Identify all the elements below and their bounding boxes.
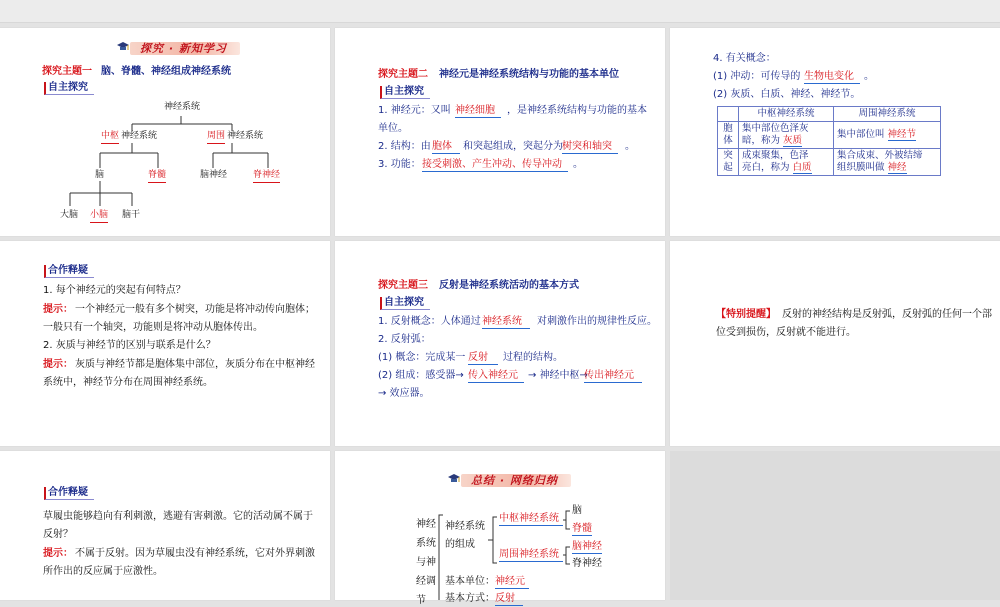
table-row-label-process: 突起 — [718, 149, 739, 176]
section-tag: 自主探究 — [380, 297, 430, 310]
answer-line-1: 不属于反射。因为草履虫没有神经系统，它对外界刺激 — [75, 548, 315, 559]
blank-reflex: 反射 — [495, 592, 523, 606]
tree-cerebrum: 大脑 — [60, 210, 79, 220]
table-row-label-body: 胞体 — [718, 122, 739, 149]
blank-reflex: 反射 — [468, 351, 498, 365]
line2-end: 。 — [625, 141, 635, 152]
slide-thumbnail-3[interactable] — [670, 28, 1000, 236]
arc-concept-suffix: 过程的结构。 — [503, 352, 563, 363]
topic-label: 探究主题二 — [378, 69, 428, 80]
topic-text: 反射是神经系统活动的基本方式 — [439, 280, 579, 291]
reminder-text-2: 位受到损伤，反射就不能进行。 — [716, 327, 856, 338]
arc-parts-prefix: (2) 组成：感受器→ — [378, 370, 464, 381]
mindmap-leaf-brain: 脑 — [572, 505, 582, 516]
section-tag: 合作释疑 — [44, 265, 94, 278]
table-cell: 集中部位叫 神经节 — [834, 122, 941, 149]
blank-afferent-neuron: 传入神经元 — [468, 369, 524, 383]
tree-blank-peripheral: 周围 — [207, 130, 225, 144]
question-2: 2. 灰质与神经节的区别与联系是什么？ — [43, 340, 216, 351]
mindmap-branch-composition-2: 的组成 — [445, 539, 475, 550]
blank-bioelectric: 生物电变化 — [804, 70, 860, 84]
line1-prefix: 1. 神经元：又叫 — [378, 105, 451, 116]
hint-label: 提示： — [43, 548, 73, 559]
nervous-system-tree-lines — [0, 28, 330, 236]
tree-peripheral-text: 神经系统 — [227, 131, 264, 141]
table-cell: 集中部位色泽灰 暗，称为 灰质 — [739, 122, 834, 149]
impulse-end: 。 — [864, 71, 874, 82]
blank-grey-matter: 灰质 — [783, 135, 803, 146]
line1-suffix: ，是神经系统结构与功能的基本 — [507, 105, 647, 116]
banner-title: 总结 · 网络归纳 — [471, 474, 558, 487]
mindmap-root-2: 系统 — [416, 538, 436, 549]
tree-brainstem: 脑干 — [122, 210, 141, 220]
empty-grid-cell — [670, 451, 1000, 600]
blank-dendrite-axon: 树突和轴突 — [562, 140, 618, 154]
section-tag: 自主探究 — [380, 86, 430, 99]
concept-table — [717, 106, 941, 176]
answer-1a: 一个神经元一般有多个树突，功能是将冲动传向胞体； — [75, 304, 315, 315]
table-header-peripheral: 周围神经系统 — [834, 107, 941, 122]
mindmap-leaf-spinal-nerve: 脊神经 — [572, 558, 602, 569]
blank-cranial-nerve: 脑神经 — [572, 541, 602, 552]
answer-line-2: 所作出的反应属于应激性。 — [43, 566, 163, 577]
table-cell: 成束聚集，色泽 亮白，称为 白质 — [739, 149, 834, 176]
blank-nervous-system: 神经系统 — [482, 315, 530, 329]
blank-efferent-neuron: 传出神经元 — [584, 369, 642, 383]
blank-cell-body: 胞体 — [432, 140, 460, 154]
reflex-concept-prefix: 1. 反射概念：人体通过 — [378, 316, 481, 327]
slide-thumbnail-6[interactable] — [670, 241, 1000, 446]
impulse-prefix: (1) 冲动：可传导的 — [713, 71, 801, 82]
matter-line: (2) 灰质、白质、神经、神经节。 — [713, 89, 861, 100]
slide-thumbnail-5[interactable] — [335, 241, 665, 446]
answer-1b: 一般只有一个轴突，功能则是将冲动从胞体传出。 — [43, 322, 263, 333]
section-tag: 合作释疑 — [44, 487, 94, 500]
slide-thumbnail-7[interactable] — [0, 451, 330, 600]
tree-blank-central: 中枢 — [101, 130, 119, 144]
slide-thumbnail-2[interactable] — [335, 28, 665, 236]
question-1: 1. 每个神经元的突起有何特点？ — [43, 285, 186, 296]
blank-function: 接受刺激、产生冲动、传导冲动 — [422, 158, 568, 172]
topic-text: 神经元是神经系统结构与功能的基本单位 — [439, 69, 619, 80]
blank-white-matter: 白质 — [792, 162, 812, 173]
table-header-central: 中枢神经系统 — [739, 107, 834, 122]
answer-2a: 灰质与神经节都是胞体集中部位，灰质分布在中枢神经 — [75, 359, 315, 370]
mindmap-basic-unit: 基本单位： — [445, 576, 495, 587]
tree-central-text: 神经系统 — [121, 131, 158, 141]
mindmap-basic-mode: 基本方式： — [445, 593, 495, 604]
arc-parts-mid: → 神经中枢→ — [528, 370, 588, 381]
top-toolbar — [0, 0, 1000, 23]
topic-label: 探究主题三 — [378, 280, 428, 291]
tree-blank-spinal-nerve: 脊神经 — [253, 169, 280, 183]
tree-cranial-nerve: 脑神经 — [200, 170, 228, 180]
topic-label: 探究主题一 — [42, 66, 92, 77]
tree-blank-spinal-cord: 脊髓 — [148, 169, 166, 183]
blank-central-ns: 中枢神经系统 — [499, 512, 563, 526]
tree-brain: 脑 — [95, 170, 105, 180]
table-cell: 集合成束、外被结缔 组织膜叫做 神经 — [834, 149, 941, 176]
line3-prefix: 3. 功能： — [378, 159, 421, 170]
reflex-arc-title: 2. 反射弧： — [378, 334, 431, 345]
tree-blank-cerebellum: 小脑 — [90, 209, 108, 223]
blank-ganglion: 神经节 — [887, 129, 917, 140]
topic-text: 脑、脊髓、神经组成神经系统 — [101, 66, 231, 77]
special-reminder-label: 【特别提醒】 — [716, 309, 776, 320]
blank-spinal-cord: 脊髓 — [572, 523, 592, 534]
answer-2b: 系统中，神经节分布在周围神经系统。 — [43, 377, 213, 388]
blank-peripheral-ns: 周围神经系统 — [499, 548, 563, 562]
line2-prefix: 2. 结构：由 — [378, 141, 431, 152]
mindmap-root-4: 经调 — [416, 576, 436, 587]
concepts-title: 4. 有关概念： — [713, 53, 776, 64]
slide-thumbnail-1[interactable] — [0, 28, 330, 236]
slide-thumbnail-4[interactable] — [0, 241, 330, 446]
blank-neuron: 神经元 — [495, 575, 529, 589]
hint-label: 提示： — [43, 304, 73, 315]
question-line-2: 反射？ — [43, 529, 73, 540]
blank-neuron-cell: 神经细胞 — [455, 104, 501, 118]
line2-mid: 和突起组成，突起分为 — [463, 141, 563, 152]
section-tag: 自主探究 — [44, 82, 94, 95]
reminder-text-1: 反射的神经结构是反射弧，反射弧的任何一个部 — [782, 309, 992, 320]
slide-thumbnail-8[interactable] — [335, 451, 665, 606]
hint-label: 提示： — [43, 359, 73, 370]
mindmap-root-3: 与神 — [416, 557, 436, 568]
line1-cont: 单位。 — [378, 123, 408, 134]
blank-nerve: 神经 — [887, 162, 907, 173]
tree-root: 神经系统 — [164, 102, 201, 112]
reflex-concept-suffix: 对刺激作出的规律性反应。 — [537, 316, 657, 327]
mindmap-branch-composition: 神经系统 — [445, 521, 485, 532]
mindmap-root-5: 节 — [416, 595, 426, 606]
question-line-1: 草履虫能够趋向有利刺激，逃避有害刺激。它的活动属不属于 — [43, 511, 313, 522]
arc-concept-prefix: (1) 概念：完成某一 — [378, 352, 466, 363]
arc-parts-end: → 效应器。 — [378, 388, 430, 399]
banner-title: 探究 · 新知学习 — [140, 42, 227, 55]
mindmap-root-1: 神经 — [416, 519, 436, 530]
line3-end: 。 — [573, 159, 583, 170]
